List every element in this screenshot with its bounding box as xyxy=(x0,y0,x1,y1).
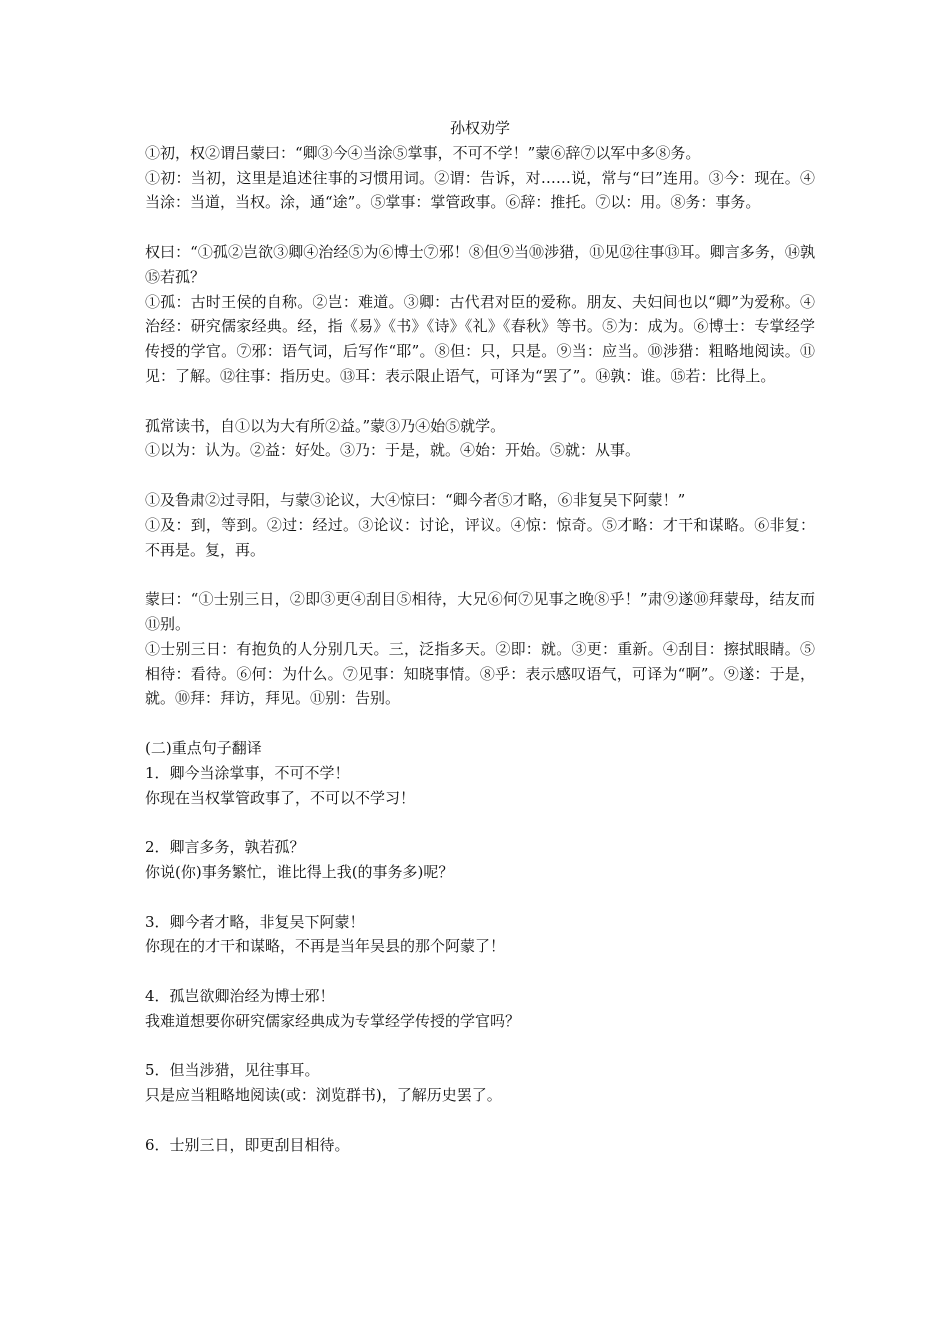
translation-sentence-6: 6．士别三日，即更刮目相待。 xyxy=(145,1135,350,1154)
section-3-notes: ①以为：认为。②益：好处。③乃：于是，就。④始：开始。⑤就：从事。 xyxy=(145,441,641,460)
paragraph-gap xyxy=(145,389,815,414)
section-5-notes: ①士别三日：有抱负的人分别几天。三，泛指多天。②即：就。③更：重新。④刮目：擦拭眼睛。⑤相待：看待。⑥何：为什么。⑦见事：知晓事情。⑧乎：表示感叹语气，可译为“啊”。⑨遂：于是，就。⑩拜：拜访，拜见。⑪别：告别。 xyxy=(145,639,815,708)
translation-text-1: 你现在当权掌管政事了，不可以不学习！ xyxy=(145,788,416,807)
paragraph-gap xyxy=(145,959,815,984)
translation-text-2: 你说(你)事务繁忙，谁比得上我(的事务多)呢？ xyxy=(145,862,454,881)
section-5-original: 蒙曰：“①士别三日，②即③更④刮目⑤相待，大兄⑥何⑦见事之晚⑧乎！”肃⑨遂⑩拜蒙母，结友而⑪别。 xyxy=(145,590,815,633)
translation-text-5: 只是应当粗略地阅读(或：浏览群书)，了解历史罢了。 xyxy=(145,1086,502,1105)
section-1-original: ①初，权②谓吕蒙曰：“卿③今④当涂⑤掌事，不可不学！”蒙⑥辞⑦以军中多⑧务。 xyxy=(145,143,701,162)
section-3-original: 孤常读书，自①以为大有所②益。”蒙③乃④始⑤就学。 xyxy=(145,416,506,435)
paragraph-gap xyxy=(145,215,815,240)
translation-text-4: 我难道想要你研究儒家经典成为专掌经学传授的学官吗？ xyxy=(145,1011,521,1030)
paragraph-gap xyxy=(145,711,815,736)
section-1-notes: ①初：当初，这里是追述往事的习惯用词。②谓：告诉，对……说，常与“曰”连用。③今：现在。④当涂：当道，当权。涂，通“途”。⑤掌事：掌管政事。⑥辞：推托。⑦以：用。⑧务：事务。 xyxy=(145,168,815,212)
section-4-original: ①及鲁肃②过寻阳，与蒙③论议，大④惊曰：“卿今者⑤才略，⑥非复吴下阿蒙！” xyxy=(145,490,686,509)
translation-sentence-4: 4．孤岂欲卿治经为博士邪！ xyxy=(145,986,335,1005)
paragraph-gap xyxy=(145,810,815,835)
paragraph-gap xyxy=(145,885,815,910)
document-content xyxy=(145,116,815,1157)
translation-sentence-1: 1．卿今当涂掌事，不可不学！ xyxy=(145,763,350,782)
translation-sentence-5: 5．但当涉猎，见往事耳。 xyxy=(145,1061,320,1080)
translation-sentence-3: 3．卿今者才略，非复吴下阿蒙！ xyxy=(145,912,365,931)
translation-heading: (二)重点句子翻译 xyxy=(145,738,262,757)
section-2-notes: ①孤：古时王侯的自称。②岂：难道。③卿：古代君对臣的爱称。朋友、夫妇间也以“卿”为爱称。④治经：研究儒家经典。经，指《易》《书》《诗》《礼》《春秋》等书。⑤为：成为。⑥博士：专掌经学传授的学官。⑦邪：语气词，后写作“耶”。⑧但：只，只是。⑨当：应当。⑩涉猎：粗略地阅读。⑪见：了解。⑫往事：指历史。⑬耳：表示限止语气，可译为“罢了”。⑭孰：谁。⑮若：比得上。 xyxy=(145,292,815,385)
paragraph-gap xyxy=(145,1108,815,1133)
paragraph-gap xyxy=(145,463,815,488)
translation-text-3: 你现在的才干和谋略，不再是当年吴县的那个阿蒙了！ xyxy=(145,937,506,956)
translation-sentence-2: 2．卿言多务，孰若孤？ xyxy=(145,838,305,857)
section-2-original: 权曰：“①孤②岂欲③卿④治经⑤为⑥博士⑦邪！⑧但⑨当⑩涉猎，⑪见⑫往事⑬耳。卿言多务，⑭孰⑮若孤？ xyxy=(145,242,815,286)
page-title: 孙权劝学 xyxy=(449,119,510,137)
paragraph-gap xyxy=(145,562,815,587)
paragraph-gap xyxy=(145,1033,815,1058)
section-4-notes: ①及：到，等到。②过：经过。③论议：讨论，评议。④惊：惊奇。⑤才略：才干和谋略。⑥非复：不再是。复，再。 xyxy=(145,515,815,559)
